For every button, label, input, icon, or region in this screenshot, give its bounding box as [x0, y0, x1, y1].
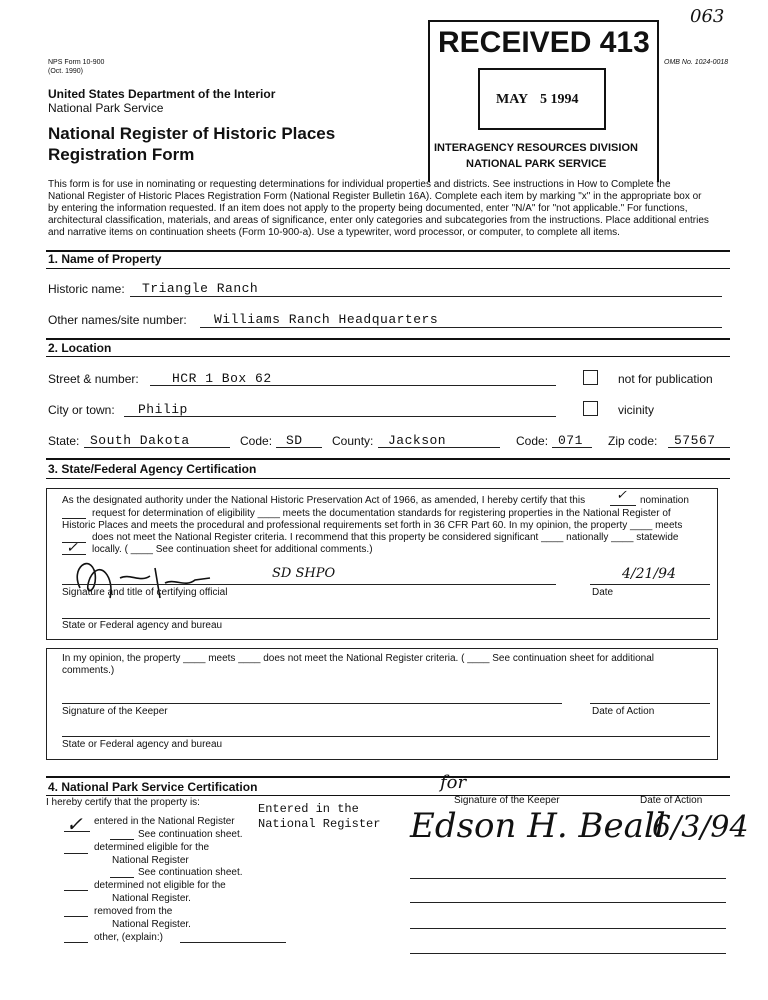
form-number: NPS Form 10-900 — [48, 59, 105, 66]
opt-eligible-continuation: See continuation sheet. — [138, 867, 243, 878]
cert-line4: does not meet the National Register criteria. I recommend that this property be considered significant ____ nationally ____ statewide — [92, 532, 679, 543]
stamp-service: NATIONAL PARK SERVICE — [466, 158, 607, 170]
code-label: Code: — [240, 434, 273, 448]
department: United States Department of the Interior — [48, 87, 276, 101]
stamp-division: INTERAGENCY RESOURCES DIVISION — [434, 142, 638, 154]
opt-eligible: determined eligible for the — [94, 842, 210, 853]
opt-removed: removed from the — [94, 906, 173, 917]
city-field[interactable]: Philip — [138, 402, 188, 417]
instructions-line1: This form is for use in nominating or requesting determinations for individual properties and districts. See instructions in How to Complete the — [48, 179, 671, 190]
section-divider — [46, 795, 730, 796]
opt-entered-continuation: See continuation sheet. — [138, 829, 243, 840]
action-date-label: Date of Action — [592, 706, 655, 717]
field-underline — [552, 447, 592, 448]
opinion-line1: In my opinion, the property ____ meets ____ does not meet the National Register criteria. ( ____ See continuation sheet for additional — [62, 653, 655, 664]
not-eligible-blank[interactable] — [64, 890, 88, 891]
field-underline — [130, 296, 722, 297]
other-names-label: Other names/site number: — [48, 313, 187, 327]
checkmark-icon: ✓ — [66, 540, 78, 556]
service-name: National Park Service — [48, 101, 164, 115]
not-for-publication-label: not for publication — [618, 372, 713, 386]
opinion-line2: comments.) — [62, 665, 115, 676]
opt-not-eligible: determined not eligible for the — [94, 880, 226, 891]
county-code-field[interactable]: 071 — [558, 433, 583, 448]
instructions-line5: and narrative items on continuation sheets (Form 10-900-a). Use a typewriter, word processor, or computer, to complete all items. — [48, 227, 620, 238]
county-label: County: — [332, 434, 374, 448]
form-date: (Oct. 1990) — [48, 68, 84, 75]
cert-line2: request for determination of eligibility ____ meets the documentation standards for registering properties in the National Register of — [92, 508, 671, 519]
certifier-agency-hand: SD SHPO — [272, 566, 336, 581]
determined-eligible-blank[interactable] — [64, 853, 88, 854]
zip-label: Zip code: — [608, 434, 658, 448]
entered-stamp-line2: National Register — [258, 817, 381, 831]
signature-line[interactable] — [410, 953, 726, 954]
agency-label: State or Federal agency and bureau — [62, 620, 223, 631]
street-field[interactable]: HCR 1 Box 62 — [172, 371, 272, 386]
state-label: State: — [48, 434, 80, 448]
field-underline — [124, 416, 556, 417]
signature-line[interactable] — [410, 878, 726, 879]
checkmark-icon: ✓ — [616, 488, 627, 503]
date-label: Date — [592, 587, 614, 598]
not-for-publication-checkbox[interactable] — [583, 370, 598, 385]
page-title: National Register of Historic Places — [48, 124, 336, 143]
checkmark-icon: ✓ — [66, 812, 83, 836]
keeper-signature-label: Signature of the Keeper — [62, 706, 168, 717]
street-label: Street & number: — [48, 372, 139, 386]
stamp-received: RECEIVED 413 — [438, 26, 650, 59]
cert-line5: locally. ( ____ See continuation sheet for additional comments.) — [92, 544, 373, 555]
keeper-signature-line[interactable] — [62, 703, 562, 704]
field-underline — [200, 327, 722, 328]
section-divider — [46, 776, 730, 778]
agency-line — [62, 618, 710, 619]
section4-heading: 4. National Park Service Certification — [48, 780, 258, 794]
section-divider — [46, 338, 730, 340]
omb-number: OMB No. 1024-0018 — [664, 59, 729, 66]
corner-mark: 063 — [690, 6, 725, 27]
page-subtitle: Registration Form — [48, 145, 195, 164]
section1-heading: 1. Name of Property — [48, 252, 162, 266]
keeper-initials-hand: for — [440, 772, 467, 793]
field-underline — [84, 447, 230, 448]
agency-line — [62, 736, 710, 737]
county-code-label: Code: — [516, 434, 549, 448]
field-underline — [668, 447, 730, 448]
cert-nomination-label: nomination — [640, 495, 689, 506]
zip-field[interactable]: 57567 — [674, 433, 716, 448]
nomination-blank[interactable] — [610, 505, 636, 506]
historic-name-label: Historic name: — [48, 282, 125, 296]
field-underline — [276, 447, 322, 448]
opt-other: other, (explain:) — [94, 932, 163, 943]
section-divider — [46, 356, 730, 357]
opt-eligible-nr: National Register — [112, 855, 189, 866]
opt-entered: entered in the National Register — [94, 816, 235, 827]
cert-line3: Historic Places and meets the procedural and professional requirements set forth in 36 CFR Part 60. In my opinion, the property ____ meets — [62, 520, 683, 531]
cert-date-hand: 4/21/94 — [622, 566, 676, 582]
signature-line[interactable] — [410, 902, 726, 903]
section4-intro: I hereby certify that the property is: — [46, 797, 200, 808]
keeper-signature-hand: Edson H. Beall — [410, 806, 666, 846]
date-line — [590, 584, 710, 585]
section-divider — [46, 478, 730, 479]
keeper-date-hand: 6/3/94 — [652, 810, 749, 845]
field-underline — [150, 385, 556, 386]
state-code-field[interactable]: SD — [286, 433, 303, 448]
cert-line1: As the designated authority under the National Historic Preservation Act of 1966, as amended, I hereby certify that this — [62, 495, 586, 506]
keeper-sig-label: Signature of the Keeper — [454, 795, 560, 806]
entered-stamp-line1: Entered in the — [258, 802, 359, 816]
action-date-line[interactable] — [590, 703, 710, 704]
agency-label: State or Federal agency and bureau — [62, 739, 223, 750]
opt-removed-nr: National Register. — [112, 919, 191, 930]
see-continuation-blank[interactable] — [110, 839, 134, 840]
signature-line — [62, 584, 556, 585]
vicinity-checkbox[interactable] — [583, 401, 598, 416]
other-blank[interactable] — [64, 942, 88, 943]
section-divider — [46, 268, 730, 269]
instructions-line4: architectural classification, materials, and areas of significance, enter only categories and subcategories from the instructions. Place additional entries — [48, 215, 709, 226]
certifier-signature — [60, 548, 230, 608]
instructions-line3: by entering the information requested. If an item does not apply to the property being documented, enter "N/A" for "not applicable." For functions, — [48, 203, 688, 214]
see-continuation-blank[interactable] — [110, 877, 134, 878]
field-underline — [378, 447, 500, 448]
action-date-label: Date of Action — [640, 795, 703, 806]
county-field[interactable]: Jackson — [388, 433, 447, 448]
opt-not-eligible-nr: National Register. — [112, 893, 191, 904]
section2-heading: 2. Location — [48, 341, 112, 355]
section3-heading: 3. State/Federal Agency Certification — [48, 462, 257, 476]
other-names-field[interactable]: Williams Ranch Headquarters — [214, 312, 439, 327]
stamp-date-day-year: 5 1994 — [540, 92, 579, 107]
section-divider — [46, 458, 730, 460]
vicinity-label: vicinity — [618, 403, 655, 417]
state-field[interactable]: South Dakota — [90, 433, 190, 448]
signature-line[interactable] — [410, 928, 726, 929]
removed-blank[interactable] — [64, 916, 88, 917]
city-label: City or town: — [48, 403, 115, 417]
instructions-line2: National Register of Historic Places Registration Form (National Register Bulletin 16A). Complete each item by marking "x" in the appropriate box or — [48, 191, 702, 202]
other-explain-line[interactable] — [180, 942, 286, 943]
stamp-date-month: MAY — [496, 92, 529, 107]
request-blank[interactable] — [62, 518, 86, 519]
signature-label: Signature and title of certifying official — [62, 587, 228, 598]
historic-name-field[interactable]: Triangle Ranch — [142, 281, 259, 296]
